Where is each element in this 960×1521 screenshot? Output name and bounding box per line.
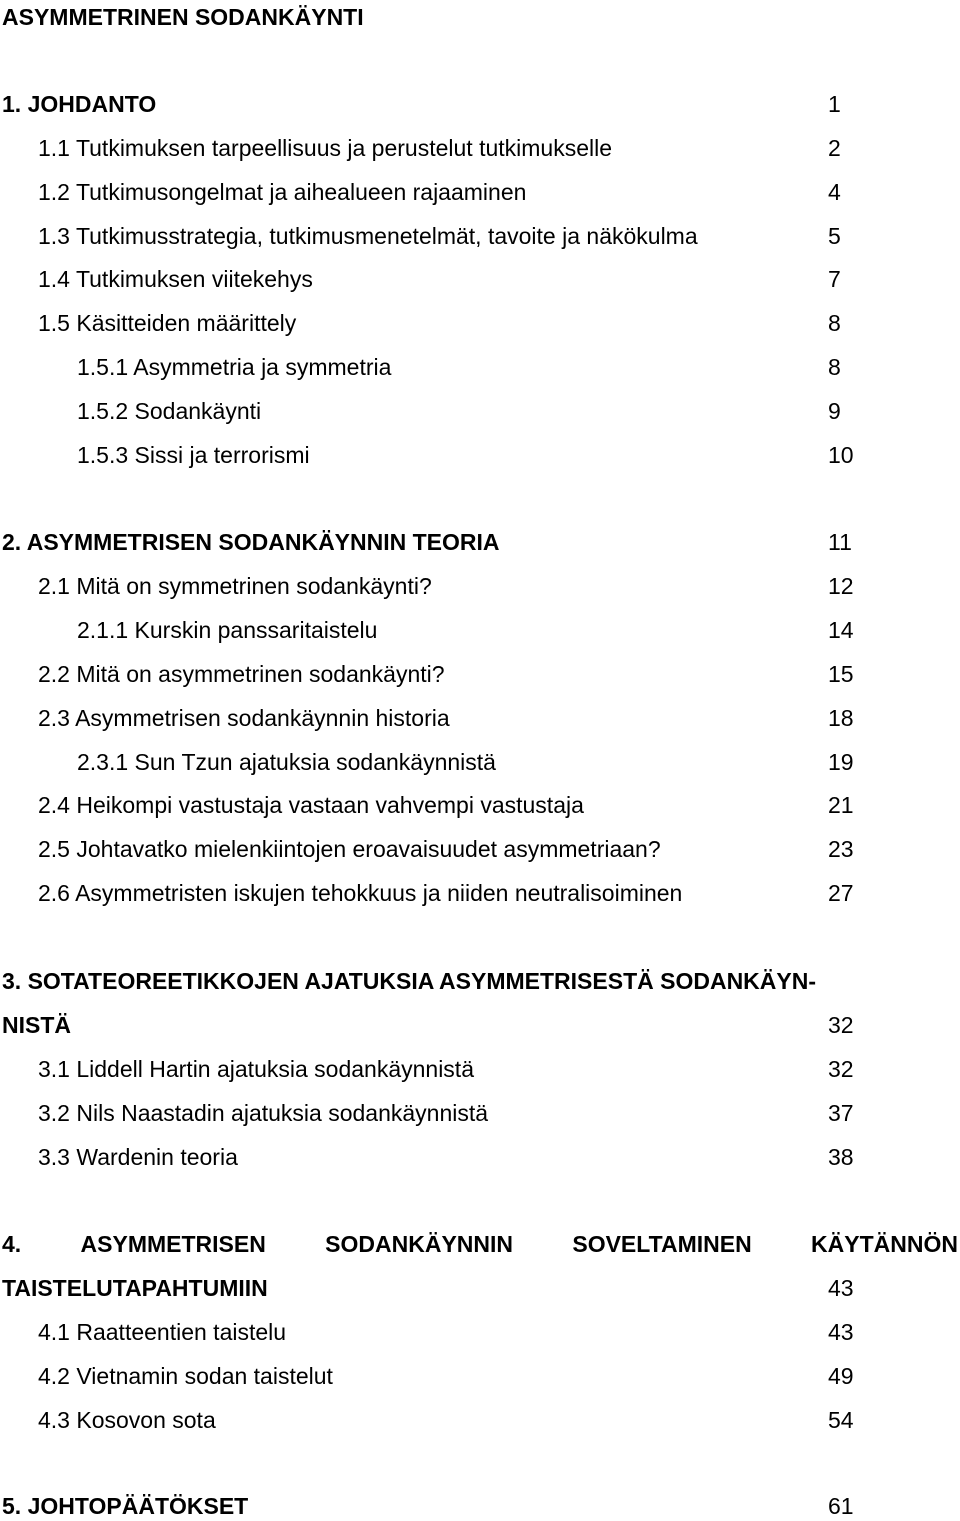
toc-entry-2-3-1-page: 19 [828, 749, 854, 775]
toc-entry-3-1-title: 3.1 Liddell Hartin ajatuksia sodankäynnistä [38, 1056, 474, 1082]
toc-chapter-2-title: 2. ASYMMETRISEN SODANKÄYNNIN TEORIA [2, 529, 500, 555]
toc-entry-2-3-1-title: 2.3.1 Sun Tzun ajatuksia sodankäynnistä [77, 749, 496, 775]
toc-chapter-1-page: 1 [828, 91, 841, 117]
toc-chapter-4-word-3: SODANKÄYNNIN [325, 1231, 514, 1257]
toc-entry-1-5-3-title: 1.5.3 Sissi ja terrorismi [77, 442, 310, 468]
toc-chapter-3-title-line2: NISTÄ [2, 1012, 71, 1038]
toc-entry-1-4-title: 1.4 Tutkimuksen viitekehys [38, 266, 313, 292]
toc-entry-2-5-title: 2.5 Johtavatko mielenkiintojen eroavaisuudet asymmetriaan? [38, 836, 661, 862]
toc-entry-1-2-page: 4 [828, 179, 841, 205]
toc-chapter-2-page: 11 [828, 529, 852, 555]
toc-chapter-4-page: 43 [828, 1275, 854, 1301]
toc-entry-3-1-page: 32 [828, 1056, 854, 1082]
toc-entry-1-5-1-title: 1.5.1 Asymmetria ja symmetria [77, 354, 392, 380]
toc-chapter-3-title-line1: 3. SOTATEOREETIKKOJEN AJATUKSIA ASYMMETRISESTÄ SODANKÄYN- [2, 968, 817, 994]
toc-entry-2-1-1-title: 2.1.1 Kurskin panssaritaistelu [77, 617, 378, 643]
toc-entry-2-3-title: 2.3 Asymmetrisen sodankäynnin historia [38, 705, 450, 731]
toc-entry-3-2-page: 37 [828, 1100, 854, 1126]
toc-entry-1-5-3-page: 10 [828, 442, 854, 468]
toc-entry-2-2-page: 15 [828, 661, 854, 687]
toc-entry-2-4-title: 2.4 Heikompi vastustaja vastaan vahvempi vastustaja [38, 792, 584, 818]
toc-chapter-4-word-5: KÄYTÄNNÖN [811, 1231, 958, 1257]
toc-entry-1-5-1-page: 8 [828, 354, 841, 380]
toc-chapter-1-title: 1. JOHDANTO [2, 91, 157, 117]
toc-entry-1-3-title: 1.3 Tutkimusstrategia, tutkimusmenetelmät, tavoite ja näkökulma [38, 223, 698, 249]
toc-entry-2-1-title: 2.1 Mitä on symmetrinen sodankäynti? [38, 573, 432, 599]
toc-chapter-5-title: 5. JOHTOPÄÄTÖKSET [2, 1493, 249, 1519]
toc-entry-2-6-page: 27 [828, 880, 854, 906]
toc-entry-1-1-title: 1.1 Tutkimuksen tarpeellisuus ja perustelut tutkimukselle [38, 135, 613, 161]
toc-entry-4-1-page: 43 [828, 1319, 854, 1345]
toc-chapter-4-title-line2: TAISTELUTAPAHTUMIIN [2, 1275, 268, 1301]
toc-entry-3-3-page: 38 [828, 1144, 854, 1170]
toc-entry-4-2-page: 49 [828, 1363, 854, 1389]
toc-entry-3-2-title: 3.2 Nils Naastadin ajatuksia sodankäynnistä [38, 1100, 489, 1126]
toc-entry-1-4-page: 7 [828, 266, 841, 292]
toc-entry-1-3-page: 5 [828, 223, 841, 249]
toc-entry-2-2-title: 2.2 Mitä on asymmetrinen sodankäynti? [38, 661, 445, 687]
toc-chapter-4-word-2: ASYMMETRISEN [80, 1231, 266, 1257]
toc-chapter-4-title-line1 [2, 1229, 958, 1259]
toc-chapter-5-page: 61 [828, 1493, 854, 1519]
toc-entry-1-5-title: 1.5 Käsitteiden määrittely [38, 310, 297, 336]
toc-entry-1-5-2-page: 9 [828, 398, 841, 424]
toc-entry-2-1-1-page: 14 [828, 617, 854, 643]
toc-entry-2-1-page: 12 [828, 573, 854, 599]
document-title: ASYMMETRINEN SODANKÄYNTI [2, 4, 364, 30]
toc-entry-2-6-title: 2.6 Asymmetristen iskujen tehokkuus ja niiden neutralisoiminen [38, 880, 683, 906]
toc-entry-4-3-title: 4.3 Kosovon sota [38, 1407, 216, 1433]
toc-entry-1-2-title: 1.2 Tutkimusongelmat ja aihealueen rajaaminen [38, 179, 527, 205]
toc-entry-4-2-title: 4.2 Vietnamin sodan taistelut [38, 1363, 333, 1389]
toc-entry-4-3-page: 54 [828, 1407, 854, 1433]
toc-entry-3-3-title: 3.3 Wardenin teoria [38, 1144, 238, 1170]
toc-entry-1-5-2-title: 1.5.2 Sodankäynti [77, 398, 262, 424]
toc-entry-2-4-page: 21 [828, 792, 854, 818]
toc-entry-1-1-page: 2 [828, 135, 841, 161]
toc-chapter-4-word-4: SOVELTAMINEN [572, 1231, 752, 1257]
toc-entry-2-3-page: 18 [828, 705, 854, 731]
toc-entry-4-1-title: 4.1 Raatteentien taistelu [38, 1319, 287, 1345]
toc-chapter-3-page: 32 [828, 1012, 854, 1038]
toc-chapter-4-word-1: 4. [2, 1231, 22, 1257]
toc-entry-1-5-page: 8 [828, 310, 841, 336]
toc-entry-2-5-page: 23 [828, 836, 854, 862]
